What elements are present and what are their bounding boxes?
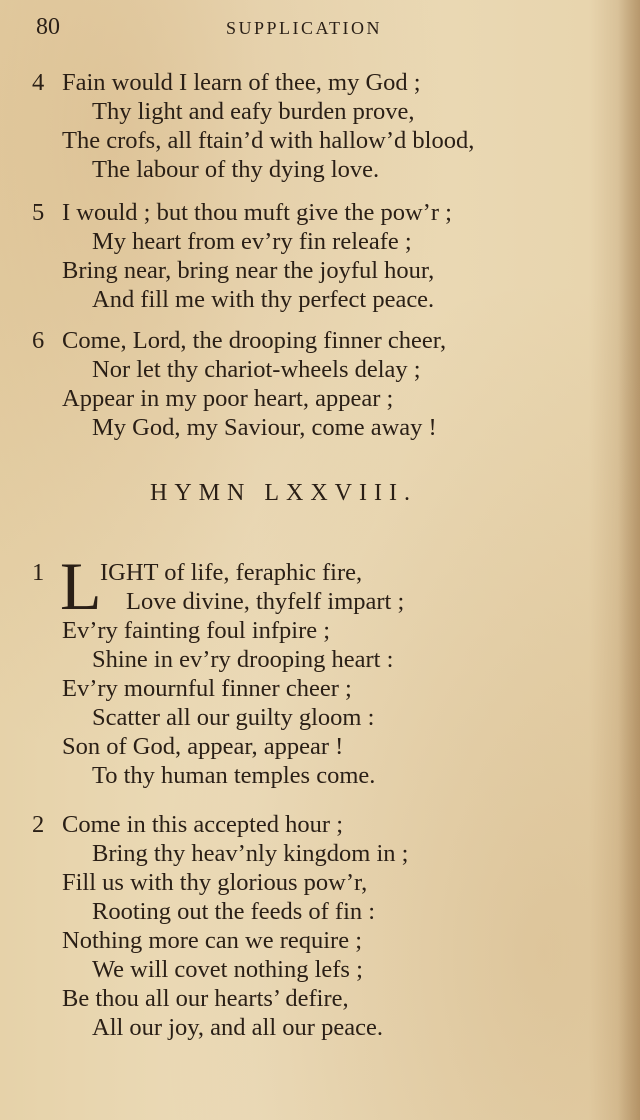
stanza-number: 2 [32, 811, 45, 838]
hymn-title: HYMN LXXVIII. [150, 480, 417, 506]
hymn-stanza-2 [32, 810, 592, 1042]
stanza-line: Rooting out the feeds of fin : [92, 898, 376, 925]
stanza-line [32, 558, 592, 587]
stanza-line: My God, my Saviour, come away ! [92, 414, 437, 441]
stanza-number: 5 [32, 199, 45, 226]
stanza-line: To thy human temples come. [92, 762, 376, 789]
stanza-line-text: Come in this accepted hour ; [62, 811, 343, 838]
stanza-number: 1 [32, 559, 45, 586]
stanza-line [32, 198, 592, 227]
stanza-line-text: IGHT of life, feraphic fire, [100, 559, 363, 586]
stanza-line [32, 810, 592, 839]
page-edge-shadow [618, 0, 640, 1120]
stanza-line: My heart from ev’ry fin releafe ; [92, 228, 412, 255]
drop-cap: L [60, 548, 102, 624]
stanza-line: We will covet nothing lefs ; [92, 956, 363, 983]
stanza-line: Bring near, bring near the joyful hour, [62, 257, 435, 284]
stanza-line: Nor let thy chariot-wheels delay ; [92, 356, 421, 383]
stanza-line: Shine in ev’ry drooping heart : [92, 646, 394, 673]
stanza-line: Thy light and eafy burden prove, [92, 98, 415, 125]
stanza-line: Ev’ry mournful finner cheer ; [62, 675, 352, 702]
stanza-line-text: I would ; but thou muft give the pow’r ; [62, 199, 452, 226]
stanza-number: 4 [32, 69, 45, 96]
section-title: SUPPLICATION [226, 18, 383, 38]
stanza-line: Scatter all our guilty gloom : [92, 704, 375, 731]
stanza-line: Nothing more can we require ; [62, 927, 363, 954]
stanza-line-text: Come, Lord, the drooping finner cheer, [62, 327, 447, 354]
stanza-line: Son of God, appear, appear ! [62, 733, 344, 760]
stanza-line: Love divine, thyfelf impart ; [126, 588, 405, 615]
stanza-4 [32, 68, 592, 184]
stanza-line: Ev’ry fainting foul infpire ; [62, 617, 331, 644]
stanza-line: Fill us with thy glorious pow’r, [62, 869, 368, 896]
stanza-line [32, 326, 592, 355]
stanza-line: Be thou all our hearts’ defire, [62, 985, 349, 1012]
page-number: 80 [36, 14, 60, 40]
stanza-line: Appear in my poor heart, appear ; [62, 385, 394, 412]
stanza-line-text: Fain would I learn of thee, my God ; [62, 69, 421, 96]
stanza-line [32, 68, 592, 97]
stanza-6 [32, 326, 592, 442]
stanza-5 [32, 198, 592, 314]
stanza-line: Bring thy heav’nly kingdom in ; [92, 840, 409, 867]
stanza-line: The labour of thy dying love. [92, 156, 380, 183]
stanza-line: And fill me with thy perfect peace. [92, 286, 435, 313]
stanza-line: All our joy, and all our peace. [92, 1014, 383, 1041]
hymn-stanza-1 [32, 548, 592, 790]
running-head [36, 14, 596, 48]
stanza-line: The crofs, all ftain’d with hallow’d blood, [62, 127, 475, 154]
stanza-number: 6 [32, 327, 45, 354]
